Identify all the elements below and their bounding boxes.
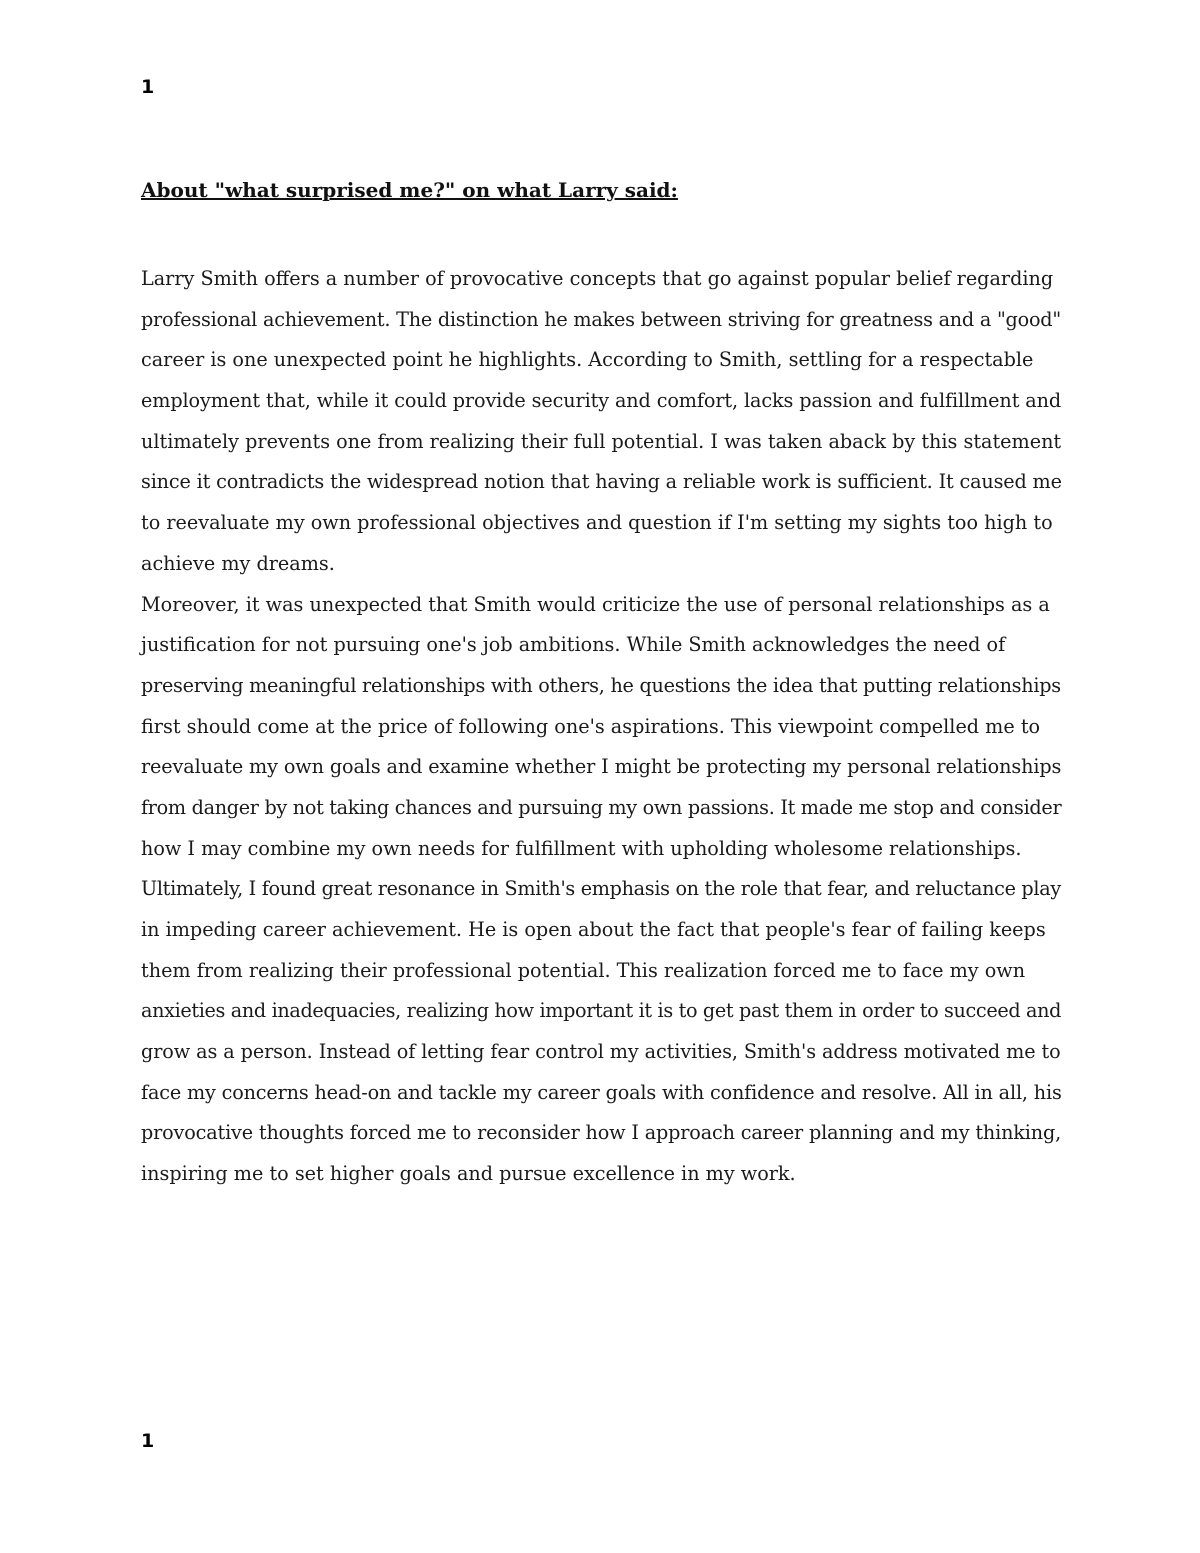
body-line: first should come at the price of following one's aspirations. This viewpoint compelled me to	[141, 714, 1041, 738]
body-text	[141, 259, 1061, 1195]
body-line: Ultimately, I found great resonance in Smith's emphasis on the role that fear, and reluctance play	[141, 877, 1061, 901]
body-line: Larry Smith offers a number of provocative concepts that go against popular belief regarding	[141, 267, 1054, 290]
body-line: professional achievement. The distinction he makes between striving for greatness and a "good"	[141, 307, 1061, 331]
body-line: career is one unexpected point he highlights. According to Smith, settling for a respectable	[141, 348, 1034, 372]
body-line: employment that, while it could provide security and comfort, lacks passion and fulfillment and	[141, 389, 1062, 413]
body-line: since it contradicts the widespread notion that having a reliable work is sufficient. It caused me	[141, 470, 1062, 494]
body-line: inspiring me to set higher goals and pursue excellence in my work.	[141, 1162, 796, 1186]
footer-page-number: 1	[141, 1430, 155, 1452]
body-line: in impeding career achievement. He is open about the fact that people's fear of failing keeps	[141, 918, 1046, 941]
body-line: provocative thoughts forced me to reconsider how I approach career planning and my thinking,	[141, 1121, 1062, 1145]
body-line: how I may combine my own needs for fulfillment with upholding wholesome relationships.	[141, 836, 1022, 860]
body-line: anxieties and inadequacies, realizing how important it is to get past them in order to succeed and	[141, 999, 1062, 1023]
body-line: ultimately prevents one from realizing their full potential. I was taken aback by this statement	[141, 429, 1062, 453]
body-line: achieve my dreams.	[141, 551, 335, 575]
body-line: justification for not pursuing one's job ambitions. While Smith acknowledges the need of	[141, 633, 1006, 657]
body-line: from danger by not taking chances and pursuing my own passions. It made me stop and consider	[141, 795, 1062, 819]
body-line: to reevaluate my own professional objectives and question if I'm setting my sights too high to	[141, 511, 1053, 535]
body-line: grow as a person. Instead of letting fear control my activities, Smith's address motivated me to	[141, 1040, 1061, 1064]
body-line: face my concerns head-on and tackle my career goals with confidence and resolve. All in all, his	[141, 1080, 1062, 1104]
body-line: them from realizing their professional potential. This realization forced me to face my own	[141, 958, 1026, 982]
body-line: reevaluate my own goals and examine whether I might be protecting my personal relationships	[141, 755, 1062, 779]
header-page-number: 1	[141, 76, 155, 98]
document-title: About "what surprised me?" on what Larry said:	[141, 178, 678, 202]
body-line: Moreover, it was unexpected that Smith would criticize the use of personal relationships as a	[141, 592, 1050, 616]
body-line: preserving meaningful relationships with others, he questions the idea that putting relationships	[141, 673, 1061, 697]
